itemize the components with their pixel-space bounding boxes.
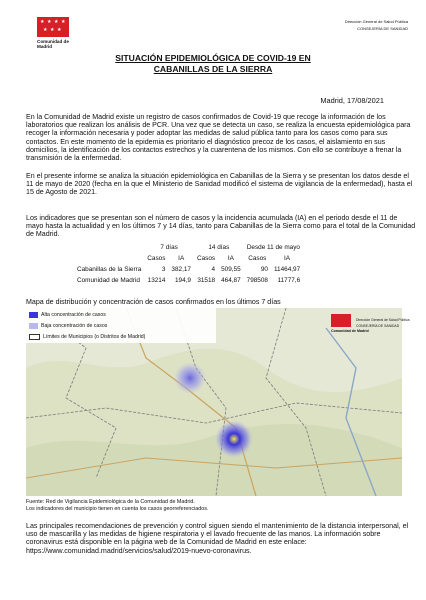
ministry-line: CONSEJERÍA DE SANIDAD — [357, 26, 408, 31]
legend-swatch — [29, 312, 38, 318]
source-line: Fuente: Red de Vigilancia Epidemiológica de la Comunidad de Madrid. — [26, 499, 195, 505]
legend-item — [26, 331, 216, 342]
title-line-2: CABANILLAS DE LA SIERRA — [153, 64, 273, 74]
table-cell: 382,17 — [171, 266, 191, 273]
map-department-header — [356, 317, 410, 329]
indicators-paragraph: Los indicadores que se presentan son el número de casos y la incidencia acumulada (IA) en el periodo desde el 11 de mayo hasta la actualidad y en los últimos 7 y 14 días, tanto para Cabanillas de la Sierra como para el total de la Comunidad de Madrid. — [26, 214, 416, 239]
department-header — [345, 18, 408, 32]
case-cluster-high — [215, 420, 253, 458]
map-logo-text: Comunidad de Madrid — [331, 329, 369, 333]
column-header: Casos — [248, 255, 267, 262]
legend-item — [26, 320, 216, 331]
legend-item — [26, 309, 216, 320]
legend-swatch — [29, 323, 38, 329]
legend-label: Baja concentración de casos — [41, 322, 108, 329]
scope-paragraph: En el presente informe se analiza la situación epidemiológica en Cabanillas de la Sierra y se presentan los datos desde el 11 de mayo de 2020 (fecha en la que el Ministerio de Sanidad modificó el sistema de vigilancia de la enfermedad), hasta el 15 de Agosto de 2021. — [26, 172, 413, 197]
table-cell: 798508 — [246, 277, 268, 284]
intro-paragraph: En la Comunidad de Madrid existe un registro de casos confirmados de Covid-19 que recoge la información de los laboratorios que realizan los análisis de PCR. Una vez que se detecta un caso, se realiza la encuesta epidemiológica para recoger la información necesaria y poder adoptar las medidas de salud pública tanto para los casos como para sus contactos. En este momento de la epidemia es prioritario el diagnóstico precoz de los casos, el aislamiento en sus domicilios, la identificación de los contactos estrechos y la cuarentena de los mismos. Con ello se contribuye a frenar la transmisión de la enfermedad. — [26, 113, 411, 163]
column-header: Casos — [147, 255, 166, 262]
indicators-table — [74, 242, 303, 286]
map-caption: Mapa de distribución y concentración de casos confirmados en los últimos 7 días — [26, 298, 281, 306]
title-line-1: SITUACIÓN EPIDEMIOLÓGICA DE COVID-19 EN — [115, 53, 311, 63]
table-cell: 464,87 — [221, 277, 241, 284]
period-header: 7 días — [160, 244, 178, 251]
table-cell: 509,55 — [221, 266, 241, 273]
period-header: 14 días — [208, 244, 230, 251]
table-cell: 31518 — [197, 277, 216, 284]
table-row — [74, 275, 303, 286]
row-label: Cabanillas de la Sierra — [77, 266, 142, 273]
table-cell: 194,9 — [174, 277, 191, 284]
map-department-line: Dirección General de Salud Pública — [356, 318, 410, 322]
comunidad-de-madrid-logo — [37, 17, 71, 49]
map-legend — [26, 308, 216, 343]
report-date: Madrid, 17/08/2021 — [320, 96, 384, 105]
column-header: IA — [227, 255, 234, 262]
madrid-flag-icon: ★ ★ ★ ★ ★ ★ ★ — [37, 17, 69, 37]
table-cell: 13214 — [147, 277, 166, 284]
column-header: IA — [178, 255, 185, 262]
legend-label: Alta concentración de casos — [41, 311, 106, 318]
source-note — [26, 499, 209, 513]
table-cell: 4 — [211, 266, 216, 273]
table-cell: 90 — [260, 266, 268, 273]
column-header: IA — [284, 255, 291, 262]
table-cell: 11777,6 — [277, 277, 301, 284]
page-title — [0, 53, 426, 75]
source-line: Los indicadores del municipio tienen en cuenta los casos georreferenciados. — [26, 505, 209, 512]
recommendations-paragraph: Las principales recomendaciones de prevención y control siguen siendo el mantenimiento de la distancia interpersonal, el uso de mascarilla y las medidas de higiene respiratoria y el lavado frecuente de las manos. La información sobre coronavirus está disponible en la página web de la Comunidad de Madrid en este enlace: https://www.comunidad.madrid/servicios/salud/2019-nuevo-coronavirus. — [26, 522, 409, 555]
table-row — [74, 264, 303, 275]
table-cell: 11464,97 — [273, 266, 301, 273]
case-cluster-low — [174, 362, 206, 394]
map-ministry-line: CONSEJERÍA DE SANIDAD — [356, 324, 400, 328]
map-madrid-flag-icon — [331, 314, 351, 327]
legend-swatch — [29, 334, 40, 340]
column-header: Casos — [196, 255, 216, 262]
logo-text: Comunidad de Madrid — [37, 39, 69, 49]
period-header: Desde 11 de mayo — [246, 244, 300, 251]
department-line: Dirección General de Salud Pública — [344, 19, 408, 24]
row-label: Comunidad de Madrid — [77, 277, 140, 284]
legend-label: Límites de Municipios (o Distritos de Madrid) — [43, 333, 146, 340]
table-cell: 3 — [161, 266, 166, 273]
